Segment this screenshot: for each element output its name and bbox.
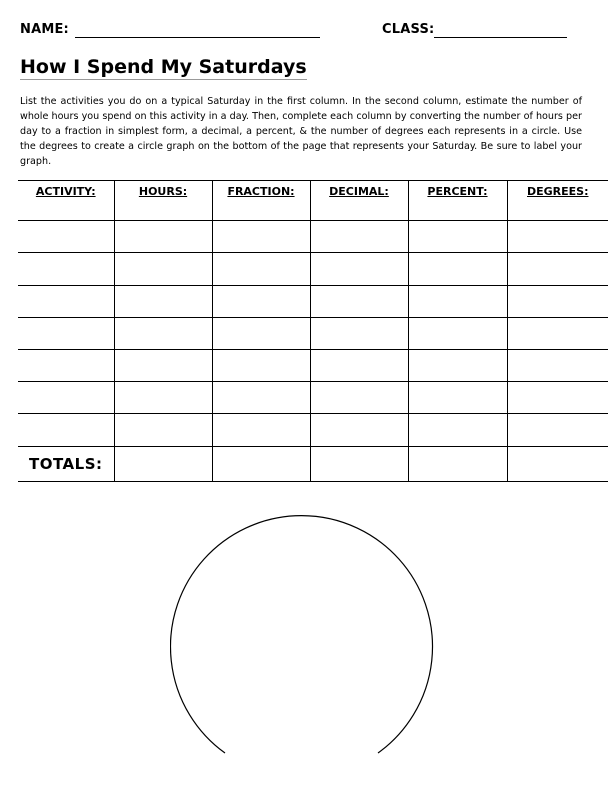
- table-cell[interactable]: [507, 414, 608, 446]
- column-header-hours: HOURS:: [114, 181, 212, 221]
- table-row: [18, 253, 608, 285]
- table-cell[interactable]: [212, 382, 310, 414]
- table-cell[interactable]: [114, 221, 212, 253]
- table-cell[interactable]: [507, 285, 608, 317]
- totals-row: [18, 446, 608, 481]
- table-cell[interactable]: [408, 253, 507, 285]
- table-cell[interactable]: [212, 221, 310, 253]
- table-cell[interactable]: [212, 414, 310, 446]
- name-blank-line[interactable]: [75, 37, 320, 38]
- circle-graph-outline[interactable]: [170, 503, 440, 768]
- table-row: [18, 285, 608, 317]
- name-label: NAME:: [20, 22, 69, 37]
- table-row: [18, 350, 608, 382]
- table-cell[interactable]: [507, 382, 608, 414]
- table-cell[interactable]: [18, 285, 114, 317]
- table-cell[interactable]: [507, 253, 608, 285]
- table-cell[interactable]: [18, 317, 114, 349]
- total-cell-decimal[interactable]: [310, 446, 408, 481]
- table-cell[interactable]: [408, 317, 507, 349]
- table-cell[interactable]: [310, 414, 408, 446]
- page-title: How I Spend My Saturdays: [20, 56, 307, 78]
- column-header-activity: ACTIVITY:: [18, 181, 114, 221]
- table-cell[interactable]: [212, 285, 310, 317]
- table-cell[interactable]: [114, 317, 212, 349]
- total-cell-degrees[interactable]: [507, 446, 608, 481]
- table-cell[interactable]: [212, 350, 310, 382]
- total-cell-fraction[interactable]: [212, 446, 310, 481]
- table-cell[interactable]: [507, 317, 608, 349]
- table-cell[interactable]: [408, 285, 507, 317]
- table-cell[interactable]: [18, 350, 114, 382]
- table-cell[interactable]: [408, 221, 507, 253]
- column-header-degrees: DEGREES:: [507, 181, 608, 221]
- table-row: [18, 221, 608, 253]
- table-cell[interactable]: [18, 382, 114, 414]
- total-cell-percent[interactable]: [408, 446, 507, 481]
- class-blank-line[interactable]: [434, 37, 567, 38]
- table-cell[interactable]: [212, 317, 310, 349]
- table-cell[interactable]: [310, 382, 408, 414]
- class-label: CLASS:: [382, 22, 435, 37]
- table-cell[interactable]: [18, 253, 114, 285]
- table-cell[interactable]: [310, 285, 408, 317]
- table-header-row: [18, 181, 608, 221]
- instructions-paragraph: List the activities you do on a typical Saturday in the first column. In the second column, estimate the number of whole hours you spend on this activity in a day. Then, complete each column by converting the number of hours per day to a fraction in simplest form, a decimal, a percent, & the number of degrees each represents in a circle. Use the degrees to create a circle graph on the bottom of the page that represents your Saturday. Be sure to label your graph.: [20, 96, 582, 167]
- table-cell[interactable]: [18, 414, 114, 446]
- table-row: [18, 382, 608, 414]
- table-row: [18, 414, 608, 446]
- totals-label: TOTALS:: [18, 446, 114, 481]
- total-cell-hours[interactable]: [114, 446, 212, 481]
- table-cell[interactable]: [310, 221, 408, 253]
- table-cell[interactable]: [114, 350, 212, 382]
- table-cell[interactable]: [212, 253, 310, 285]
- header-row: [20, 22, 580, 42]
- table-cell[interactable]: [114, 414, 212, 446]
- table-cell[interactable]: [507, 221, 608, 253]
- table-cell[interactable]: [408, 414, 507, 446]
- table-cell[interactable]: [408, 382, 507, 414]
- table-cell[interactable]: [114, 253, 212, 285]
- table-cell[interactable]: [114, 285, 212, 317]
- column-header-fraction: FRACTION:: [212, 181, 310, 221]
- activity-table: [18, 180, 608, 482]
- table-row: [18, 317, 608, 349]
- table-cell[interactable]: [114, 382, 212, 414]
- circle-graph-arc: [171, 516, 433, 753]
- table-cell[interactable]: [507, 350, 608, 382]
- table-cell[interactable]: [18, 221, 114, 253]
- table-cell[interactable]: [408, 350, 507, 382]
- column-header-decimal: DECIMAL:: [310, 181, 408, 221]
- table-cell[interactable]: [310, 317, 408, 349]
- table-cell[interactable]: [310, 350, 408, 382]
- column-header-percent: PERCENT:: [408, 181, 507, 221]
- table-cell[interactable]: [310, 253, 408, 285]
